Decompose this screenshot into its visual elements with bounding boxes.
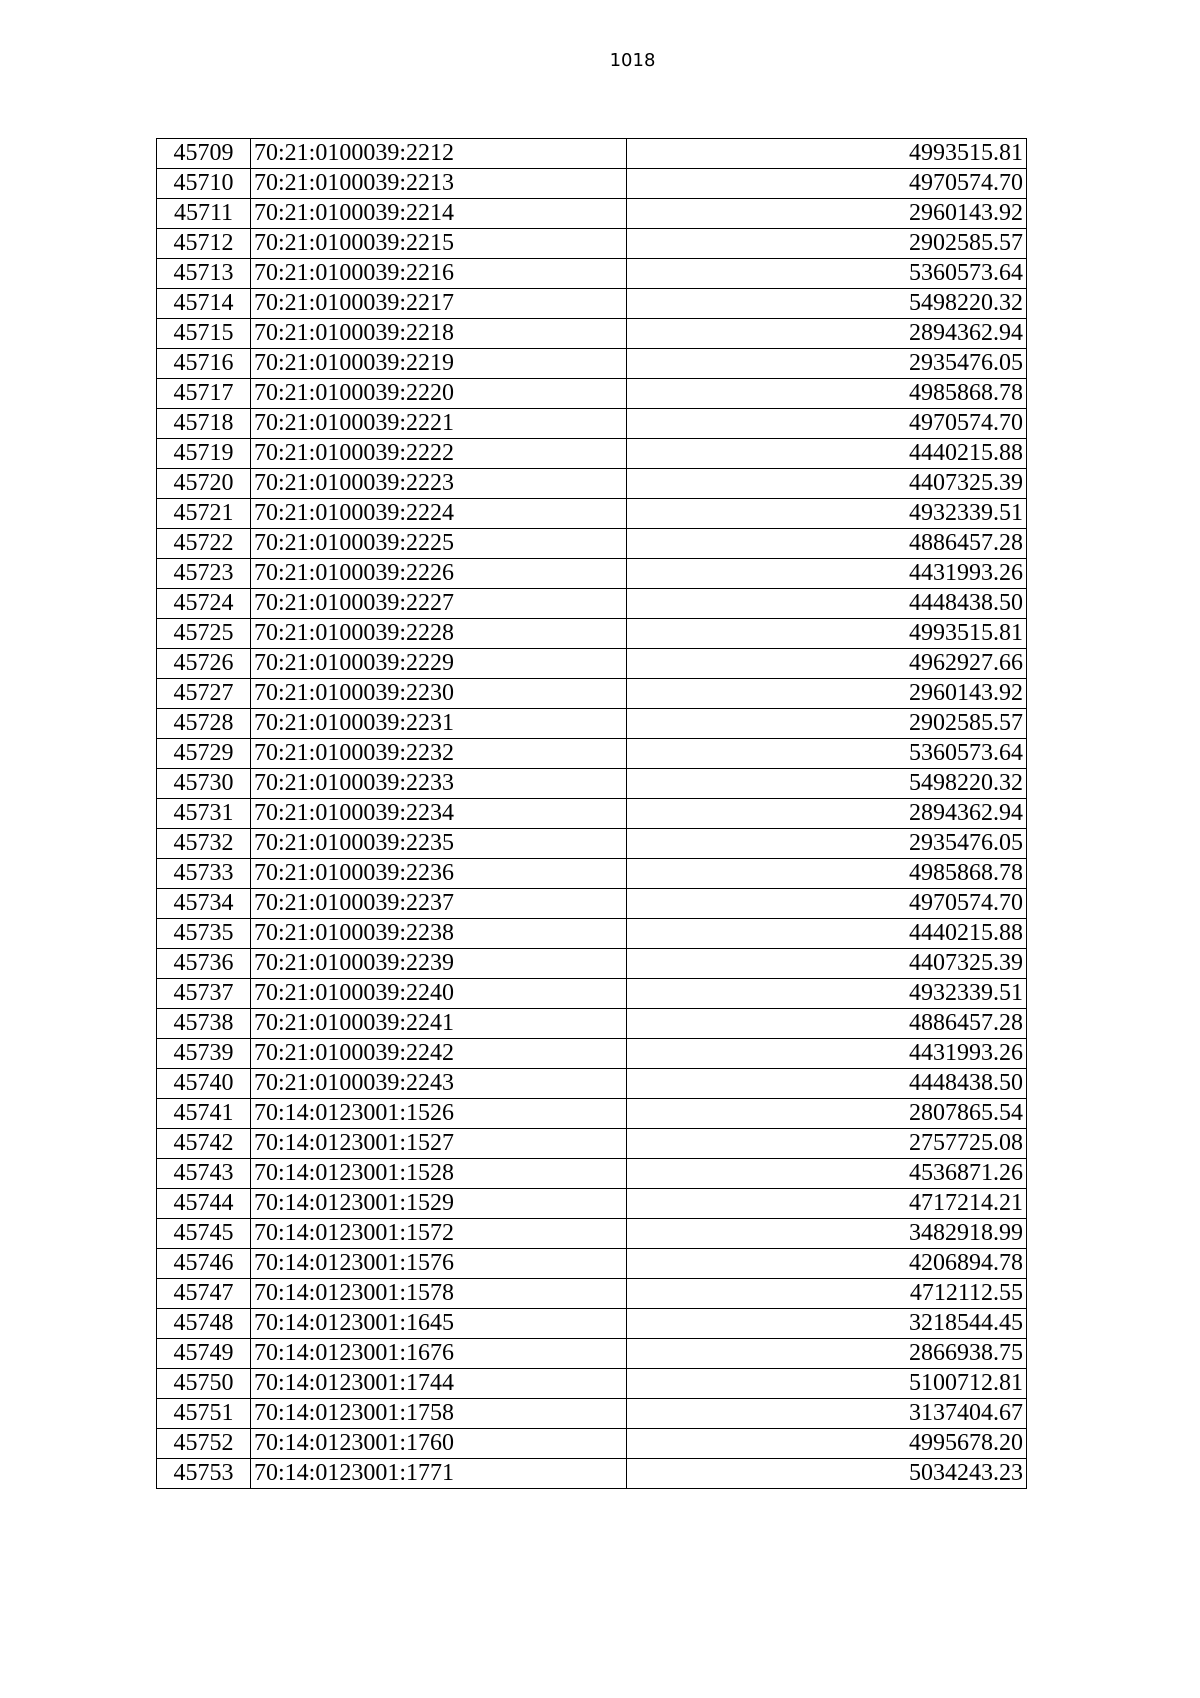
cadastral-value-cell: 5360573.64 [627,739,1027,769]
table-row [157,1219,1027,1249]
cadastral-number-cell: 70:14:0123001:1572 [251,1219,627,1249]
cadastral-value-cell: 4932339.51 [627,979,1027,1009]
table-row [157,529,1027,559]
table-row [157,1009,1027,1039]
cadastral-value-cell: 5498220.32 [627,289,1027,319]
cadastral-number-cell: 70:21:0100039:2221 [251,409,627,439]
cadastral-value-cell: 4431993.26 [627,559,1027,589]
cadastral-value-cell: 2866938.75 [627,1339,1027,1369]
row-number-cell: 45748 [157,1309,251,1339]
row-number-cell: 45725 [157,619,251,649]
table-row [157,1039,1027,1069]
row-number-cell: 45723 [157,559,251,589]
cadastral-value-cell: 2757725.08 [627,1129,1027,1159]
cadastral-number-cell: 70:21:0100039:2212 [251,139,627,169]
row-number-cell: 45714 [157,289,251,319]
cadastral-number-cell: 70:21:0100039:2234 [251,799,627,829]
row-number-cell: 45718 [157,409,251,439]
cadastral-value-cell: 4985868.78 [627,379,1027,409]
row-number-cell: 45739 [157,1039,251,1069]
row-number-cell: 45742 [157,1129,251,1159]
cadastral-number-cell: 70:21:0100039:2215 [251,229,627,259]
table-row [157,889,1027,919]
cadastral-value-cell: 4970574.70 [627,889,1027,919]
cadastral-number-cell: 70:21:0100039:2218 [251,319,627,349]
cadastral-value-cell: 5498220.32 [627,769,1027,799]
cadastral-number-cell: 70:14:0123001:1576 [251,1249,627,1279]
cadastral-value-cell: 4970574.70 [627,169,1027,199]
row-number-cell: 45741 [157,1099,251,1129]
cadastral-number-cell: 70:14:0123001:1645 [251,1309,627,1339]
table-row [157,1399,1027,1429]
cadastral-value-cell: 4995678.20 [627,1429,1027,1459]
table-row [157,139,1027,169]
cadastral-value-cell: 4962927.66 [627,649,1027,679]
table-row [157,679,1027,709]
cadastral-value-cell: 4985868.78 [627,859,1027,889]
table-row [157,1339,1027,1369]
table-body [157,139,1027,1489]
cadastral-value-cell: 4536871.26 [627,1159,1027,1189]
row-number-cell: 45749 [157,1339,251,1369]
table-row [157,829,1027,859]
row-number-cell: 45728 [157,709,251,739]
row-number-cell: 45738 [157,1009,251,1039]
cadastral-value-cell: 4206894.78 [627,1249,1027,1279]
row-number-cell: 45735 [157,919,251,949]
table-row [157,169,1027,199]
row-number-cell: 45713 [157,259,251,289]
row-number-cell: 45720 [157,469,251,499]
table-row [157,469,1027,499]
cadastral-number-cell: 70:14:0123001:1676 [251,1339,627,1369]
cadastral-value-cell: 2807865.54 [627,1099,1027,1129]
cadastral-number-cell: 70:21:0100039:2216 [251,259,627,289]
table-row [157,1459,1027,1489]
cadastral-value-cell: 3137404.67 [627,1399,1027,1429]
table-row [157,709,1027,739]
table-row [157,1369,1027,1399]
cadastral-value-cell: 3218544.45 [627,1309,1027,1339]
table-row [157,919,1027,949]
table-row [157,769,1027,799]
row-number-cell: 45745 [157,1219,251,1249]
cadastral-value-cell: 4717214.21 [627,1189,1027,1219]
table-row [157,859,1027,889]
table-row [157,1129,1027,1159]
row-number-cell: 45746 [157,1249,251,1279]
table-row [157,739,1027,769]
cadastral-value-table [156,138,1027,1489]
cadastral-value-cell: 4993515.81 [627,139,1027,169]
cadastral-number-cell: 70:21:0100039:2229 [251,649,627,679]
row-number-cell: 45727 [157,679,251,709]
row-number-cell: 45752 [157,1429,251,1459]
row-number-cell: 45710 [157,169,251,199]
cadastral-number-cell: 70:21:0100039:2219 [251,349,627,379]
row-number-cell: 45736 [157,949,251,979]
table-row [157,259,1027,289]
cadastral-number-cell: 70:21:0100039:2223 [251,469,627,499]
table-row [157,499,1027,529]
row-number-cell: 45709 [157,139,251,169]
cadastral-value-cell: 5034243.23 [627,1459,1027,1489]
cadastral-value-cell: 4712112.55 [627,1279,1027,1309]
row-number-cell: 45733 [157,859,251,889]
cadastral-number-cell: 70:21:0100039:2236 [251,859,627,889]
cadastral-number-cell: 70:21:0100039:2235 [251,829,627,859]
table-row [157,199,1027,229]
cadastral-number-cell: 70:14:0123001:1578 [251,1279,627,1309]
cadastral-value-cell: 4431993.26 [627,1039,1027,1069]
cadastral-number-cell: 70:14:0123001:1527 [251,1129,627,1159]
cadastral-value-cell: 2935476.05 [627,349,1027,379]
row-number-cell: 45750 [157,1369,251,1399]
row-number-cell: 45712 [157,229,251,259]
cadastral-value-cell: 2902585.57 [627,709,1027,739]
cadastral-number-cell: 70:21:0100039:2213 [251,169,627,199]
cadastral-value-cell: 4440215.88 [627,919,1027,949]
table-row [157,1159,1027,1189]
cadastral-number-cell: 70:14:0123001:1526 [251,1099,627,1129]
cadastral-number-cell: 70:21:0100039:2240 [251,979,627,1009]
table-row [157,1099,1027,1129]
cadastral-value-cell: 4448438.50 [627,589,1027,619]
row-number-cell: 45753 [157,1459,251,1489]
table-row [157,1309,1027,1339]
cadastral-value-cell: 4448438.50 [627,1069,1027,1099]
cadastral-number-cell: 70:14:0123001:1760 [251,1429,627,1459]
table-row [157,979,1027,1009]
cadastral-value-cell: 2960143.92 [627,199,1027,229]
page-number: 1018 [609,50,656,71]
cadastral-value-cell: 4932339.51 [627,499,1027,529]
cadastral-number-cell: 70:14:0123001:1528 [251,1159,627,1189]
cadastral-number-cell: 70:21:0100039:2230 [251,679,627,709]
cadastral-number-cell: 70:21:0100039:2222 [251,439,627,469]
table-row [157,439,1027,469]
row-number-cell: 45717 [157,379,251,409]
row-number-cell: 45711 [157,199,251,229]
table-row [157,1429,1027,1459]
row-number-cell: 45730 [157,769,251,799]
cadastral-value-cell: 2894362.94 [627,319,1027,349]
cadastral-number-cell: 70:21:0100039:2228 [251,619,627,649]
cadastral-number-cell: 70:21:0100039:2217 [251,289,627,319]
table-row [157,349,1027,379]
cadastral-number-cell: 70:21:0100039:2232 [251,739,627,769]
cadastral-value-cell: 3482918.99 [627,1219,1027,1249]
row-number-cell: 45747 [157,1279,251,1309]
cadastral-value-cell: 4970574.70 [627,409,1027,439]
cadastral-number-cell: 70:21:0100039:2220 [251,379,627,409]
row-number-cell: 45715 [157,319,251,349]
cadastral-number-cell: 70:21:0100039:2214 [251,199,627,229]
cadastral-number-cell: 70:21:0100039:2243 [251,1069,627,1099]
cadastral-value-cell: 5360573.64 [627,259,1027,289]
cadastral-number-cell: 70:14:0123001:1529 [251,1189,627,1219]
table-row [157,799,1027,829]
row-number-cell: 45716 [157,349,251,379]
cadastral-number-cell: 70:21:0100039:2242 [251,1039,627,1069]
cadastral-number-cell: 70:21:0100039:2241 [251,1009,627,1039]
table-row [157,619,1027,649]
cadastral-value-cell: 4886457.28 [627,529,1027,559]
row-number-cell: 45724 [157,589,251,619]
cadastral-value-cell: 4407325.39 [627,469,1027,499]
cadastral-number-cell: 70:21:0100039:2231 [251,709,627,739]
cadastral-value-cell: 4440215.88 [627,439,1027,469]
cadastral-number-cell: 70:21:0100039:2224 [251,499,627,529]
cadastral-number-cell: 70:21:0100039:2233 [251,769,627,799]
cadastral-number-cell: 70:14:0123001:1758 [251,1399,627,1429]
cadastral-value-cell: 4407325.39 [627,949,1027,979]
row-number-cell: 45751 [157,1399,251,1429]
row-number-cell: 45737 [157,979,251,1009]
cadastral-number-cell: 70:14:0123001:1771 [251,1459,627,1489]
table-row [157,949,1027,979]
row-number-cell: 45744 [157,1189,251,1219]
table-row [157,379,1027,409]
table-row [157,1279,1027,1309]
table-row [157,229,1027,259]
row-number-cell: 45732 [157,829,251,859]
table-row [157,649,1027,679]
cadastral-value-cell: 2894362.94 [627,799,1027,829]
cadastral-value-cell: 2902585.57 [627,229,1027,259]
row-number-cell: 45722 [157,529,251,559]
table-row [157,559,1027,589]
cadastral-number-cell: 70:21:0100039:2225 [251,529,627,559]
row-number-cell: 45729 [157,739,251,769]
table-row [157,1189,1027,1219]
table-row [157,409,1027,439]
cadastral-value-cell: 2935476.05 [627,829,1027,859]
cadastral-number-cell: 70:21:0100039:2226 [251,559,627,589]
row-number-cell: 45743 [157,1159,251,1189]
row-number-cell: 45721 [157,499,251,529]
cadastral-value-cell: 2960143.92 [627,679,1027,709]
row-number-cell: 45740 [157,1069,251,1099]
cadastral-value-cell: 4886457.28 [627,1009,1027,1039]
row-number-cell: 45719 [157,439,251,469]
cadastral-number-cell: 70:21:0100039:2239 [251,949,627,979]
cadastral-value-cell: 5100712.81 [627,1369,1027,1399]
row-number-cell: 45726 [157,649,251,679]
table-row [157,589,1027,619]
table-row [157,1069,1027,1099]
cadastral-number-cell: 70:14:0123001:1744 [251,1369,627,1399]
row-number-cell: 45734 [157,889,251,919]
cadastral-number-cell: 70:21:0100039:2238 [251,919,627,949]
table-row [157,1249,1027,1279]
row-number-cell: 45731 [157,799,251,829]
table-row [157,289,1027,319]
cadastral-number-cell: 70:21:0100039:2237 [251,889,627,919]
cadastral-value-cell: 4993515.81 [627,619,1027,649]
cadastral-number-cell: 70:21:0100039:2227 [251,589,627,619]
table-row [157,319,1027,349]
